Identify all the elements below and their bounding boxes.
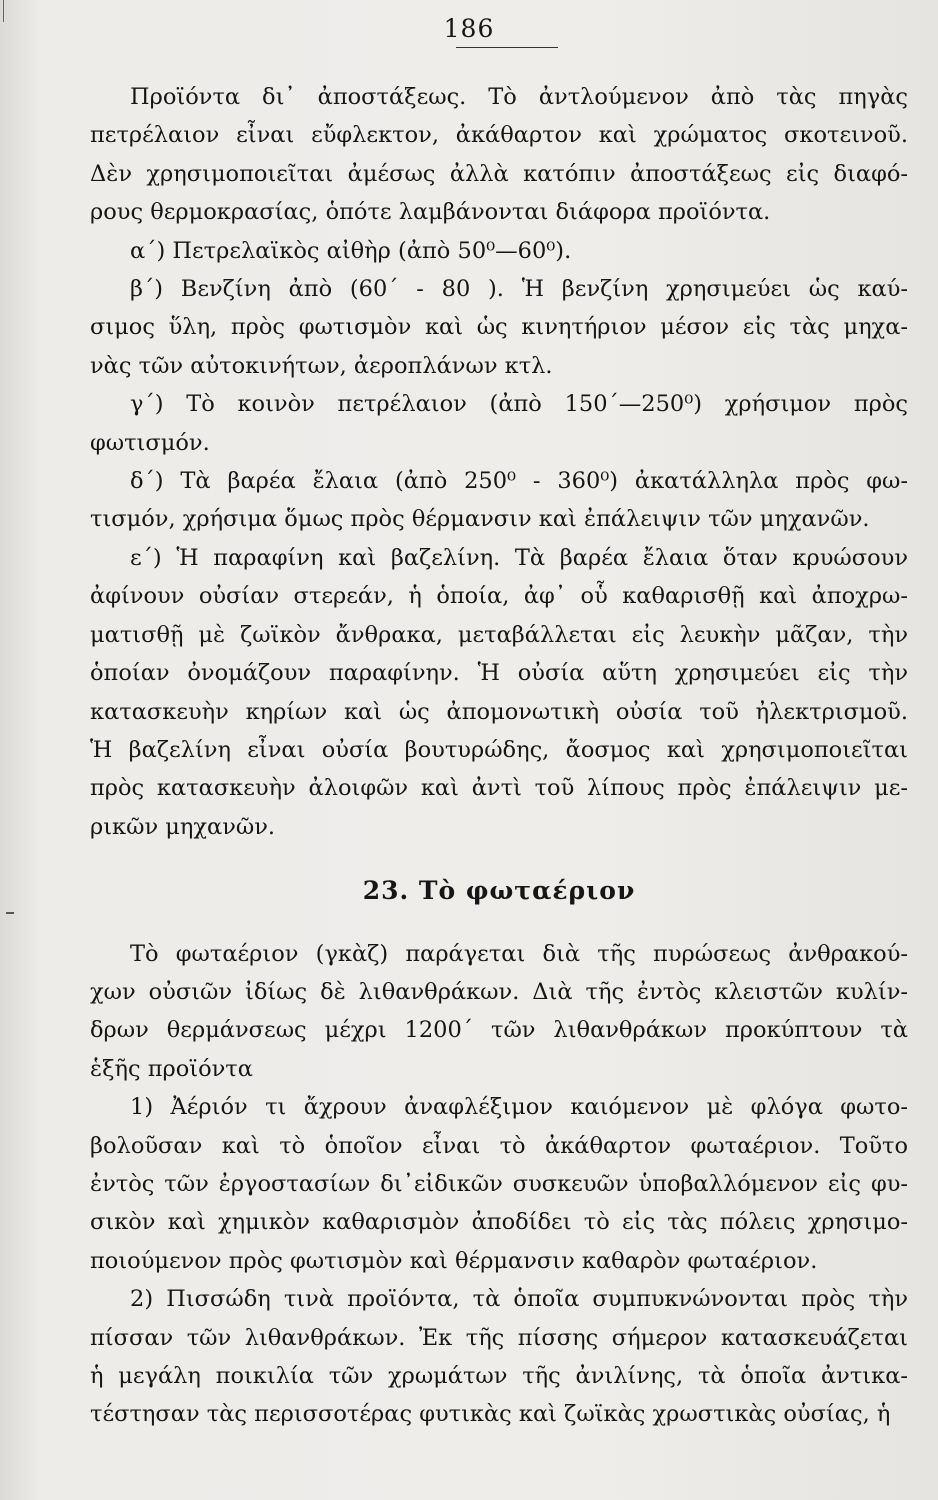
text-line: α΄) Πετρελαϊκὸς αἰθὴρ (ἀπὸ 50⁰—60⁰). <box>130 237 572 264</box>
header-rule <box>456 47 558 48</box>
text-line: φωτισμόν. <box>90 429 210 456</box>
margin-dash <box>6 912 14 914</box>
text-line: 2) Πισσώδη τινὰ προϊόντα, τὰ ὁποῖα συμπυκνώνονται πρὸς τὴν <box>130 1286 908 1313</box>
paragraph <box>90 232 908 270</box>
page-number: 186 <box>443 14 495 43</box>
text-line: σικὸν καὶ χημικὸν καθαρισμὸν ἀποδίδει τὸ εἰς τὰς πόλεις χρησιμο- <box>90 1209 908 1236</box>
text-line: πίσσαν τῶν λιθανθράκων. Ἐκ τῆς πίσσης σήμερον κατασκευάζεται <box>90 1324 908 1351</box>
text-line: ὁποίαν ὀνομάζουν παραφίνην. Ἡ οὐσία αὕτη χρησιμεύει εἰς τὴν <box>90 660 908 687</box>
text-line: πρὸς κατασκευὴν ἀλοιφῶν καὶ ἀντὶ τοῦ λίπους πρὸς ἐπάλειψιν με- <box>90 775 908 802</box>
paragraph <box>90 935 908 1089</box>
text-line: τέστησαν τὰς περισσοτέρας φυτικὰς καὶ ζωϊκὰς χρωστικὰς οὐσίας, ἡ <box>90 1401 891 1428</box>
text-line: ρους θερμοκρασίας, ὁπότε λαμβάνονται διάφορα προϊόντα. <box>90 199 771 226</box>
paragraph <box>90 78 908 232</box>
paragraph <box>90 539 908 846</box>
text-line: Δὲν χρησιμοποιεῖται ἀμέσως ἀλλὰ κατόπιν ἀποστάξεως εἰς διαφό- <box>90 160 908 187</box>
text-line: πετρέλαιον εἶναι εὔφλεκτον, ἀκάθαρτον καὶ χρώματος σκοτεινοῦ. <box>90 122 908 149</box>
paragraph <box>90 385 908 462</box>
page-body <box>90 78 908 1434</box>
section-heading: 23. Τὸ φωταέριον <box>362 876 636 906</box>
text-line: ἀφίνουν οὐσίαν στερεάν, ἡ ὁποία, ἀφ᾽ οὗ καθαρισθῇ καὶ ἀποχρω- <box>90 583 908 610</box>
text-line: δ΄) Τὰ βαρέα ἔλαια (ἀπὸ 250⁰ - 360⁰) ἀκατάλληλα πρὸς φω- <box>130 468 908 495</box>
text-line: ἐντὸς τῶν ἐργοστασίων δι᾽εἰδικῶν συσκευῶν ὑποβαλλόμενον εἰς φυ- <box>90 1170 908 1197</box>
text-line: ρικῶν μηχανῶν. <box>90 813 276 840</box>
paragraph <box>90 1280 908 1434</box>
text-line: 1) Ἀέριόν τι ἄχρουν ἀναφλέξιμον καιόμενον μὲ φλόγα φωτο- <box>130 1094 908 1121</box>
paragraph <box>90 1088 908 1280</box>
text-line: ματισθῇ μὲ ζωϊκὸν ἄνθρακα, μεταβάλλεται εἰς λευκὴν μᾶζαν, τὴν <box>90 621 908 648</box>
text-line: σιμος ὕλη, πρὸς φωτισμὸν καὶ ὡς κινητήριον μέσον εἰς τὰς μηχα- <box>90 314 908 341</box>
text-line: Ἡ βαζελίνη εἶναι οὐσία βουτυρώδης, ἄοσμος καὶ χρησιμοποιεῖται <box>90 736 908 763</box>
text-line: ἡ μεγάλη ποικιλία τῶν χρωμάτων τῆς ἀνιλίνης, τὰ ὁποῖα ἀντικα- <box>90 1363 908 1389</box>
text-line: β΄) Βενζίνη ἀπὸ (60΄ - 80 ). Ἡ βενζίνη χρησιμεύει ὡς καύ- <box>130 276 908 303</box>
text-line: γ΄) Τὸ κοινὸν πετρέλαιον (ἀπὸ 150΄—250⁰) χρήσιμον πρὸς <box>130 391 908 418</box>
section-products <box>90 78 908 846</box>
text-line: Προϊόντα δι᾽ ἀποστάξεως. Τὸ ἀντλούμενον ἀπὸ τὰς πηγὰς <box>130 84 908 110</box>
text-line: νὰς τῶν αὐτοκινήτων, ἀεροπλάνων κτλ. <box>90 352 553 379</box>
text-line: βολοῦσαν καὶ τὸ ὁποῖον εἶναι τὸ ἀκάθαρτον φωταέριον. Τοῦτο <box>90 1132 908 1159</box>
text-line: χων οὐσιῶν ἰδίως δὲ λιθανθράκων. Διὰ τῆς ἐντὸς κλειστῶν κυλίν- <box>90 978 908 1005</box>
text-line: τισμόν, χρήσιμα ὅμως πρὸς θέρμανσιν καὶ ἐπάλειψιν τῶν μηχανῶν. <box>90 506 870 533</box>
paragraph <box>90 270 908 385</box>
text-line: ἑξῆς προϊόντα <box>90 1055 253 1082</box>
text-line: δρων θερμάνσεως μέχρι 1200΄ τῶν λιθανθράκων προκύπτουν τὰ <box>90 1017 908 1044</box>
text-line: ε΄) Ἡ παραφίνη καὶ βαζελίνη. Τὰ βαρέα ἔλαια ὅταν κρυώσουν <box>130 544 908 571</box>
section-gas <box>90 935 908 1434</box>
paragraph <box>90 462 908 539</box>
text-line: κατασκευὴν κηρίων καὶ ὡς ἀπομονωτικὴ οὐσία τοῦ ἠλεκτρισμοῦ. <box>90 698 908 725</box>
text-line: Τὸ φωταέριον (γκὰζ) παράγεται διὰ τῆς πυρώσεως ἀνθρακού- <box>130 940 908 967</box>
text-line: ποιούμενον πρὸς φωτισμὸν καὶ θέρμανσιν καθαρὸν φωταέριον. <box>90 1247 818 1274</box>
